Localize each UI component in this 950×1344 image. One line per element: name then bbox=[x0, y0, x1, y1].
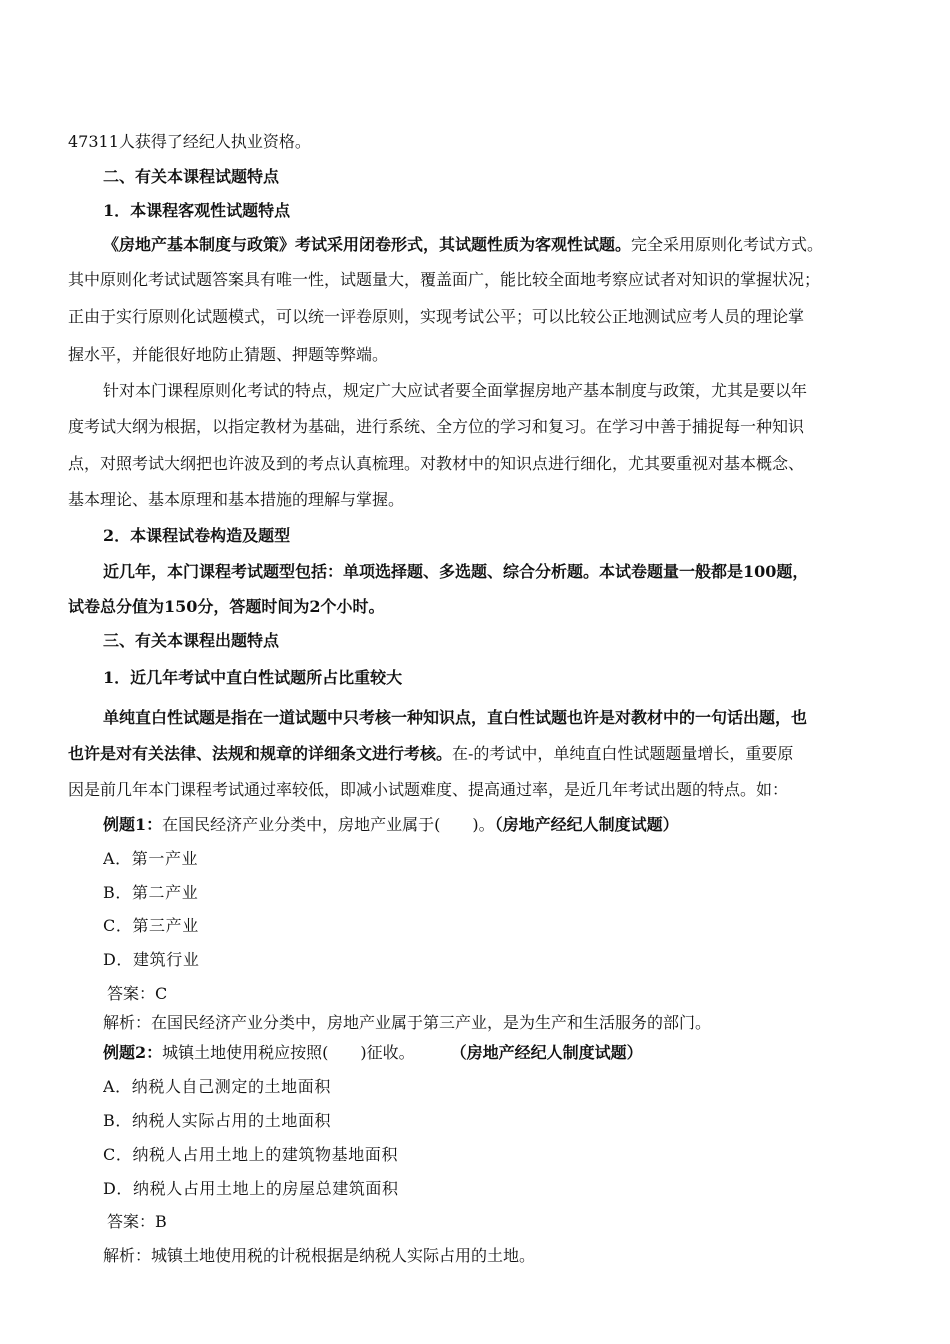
paragraph-line: 其中原则化考试试题答案具有唯一性，试题量大，覆盖面广，能比较全面地考察应试者对知识的掌握状况； bbox=[68, 270, 821, 289]
answer-option: A．纳税人自己测定的土地面积 bbox=[103, 1077, 331, 1096]
subsection-heading: 1．近几年考试中直白性试题所占比重较大 bbox=[103, 668, 403, 687]
answer-option: D．建筑行业 bbox=[103, 950, 200, 969]
paragraph-line: 正由于实行原则化试题模式，可以统一评卷原则，实现考试公平；可以比较公正地测试应考人员的理论掌 bbox=[68, 307, 805, 326]
paragraph-line: 基本理论、基本原理和基本措施的理解与掌握。 bbox=[68, 490, 405, 509]
paragraph-line bbox=[103, 234, 888, 256]
answer-option: C．第三产业 bbox=[103, 916, 199, 935]
paragraph-line: 单纯直白性试题是指在一道试题中只考核一种知识点，直白性试题也许是对教材中的一句话出题，也 bbox=[103, 708, 808, 727]
answer-option: C．纳税人占用土地上的建筑物基地面积 bbox=[103, 1145, 399, 1164]
question-label: 例题1： bbox=[103, 815, 163, 834]
answer-text: 答案：C bbox=[107, 984, 168, 1003]
subsection-heading: 2．本课程试卷构造及题型 bbox=[103, 526, 291, 545]
question-text: 在国民经济产业分类中，房地产业属于( )。 bbox=[162, 815, 495, 834]
bold-text: 《房地产基本制度与政策》考试采用闭卷形式，其试题性质为客观性试题。 bbox=[103, 235, 632, 254]
answer-option: B．纳税人实际占用的土地面积 bbox=[103, 1111, 332, 1130]
subsection-heading: 1．本课程客观性试题特点 bbox=[103, 201, 291, 220]
paragraph-line: 度考试大纲为根据，以指定教材为基础，进行系统、全方位的学习和复习。在学习中善于捕捉每一种知识 bbox=[68, 417, 805, 436]
paragraph-line bbox=[68, 743, 888, 765]
answer-text: 答案：B bbox=[107, 1212, 167, 1231]
paragraph-line: 近几年，本门课程考试题型包括：单项选择题、多选题、综合分析题。本试卷题量一般都是100题， bbox=[103, 562, 809, 581]
section-heading: 三、有关本课程出题特点 bbox=[103, 631, 280, 650]
paragraph-line: 试卷总分值为150分，答题时间为2个小时。 bbox=[68, 597, 385, 616]
plain-text: 完全采用原则化考试方式。 bbox=[631, 235, 824, 254]
answer-option: A．第一产业 bbox=[103, 849, 199, 868]
paragraph-line: 47311人获得了经纪人执业资格。 bbox=[68, 132, 311, 151]
question-source: （房地产经纪人制度试题） bbox=[494, 815, 679, 834]
paragraph-line: 因是前几年本门课程考试通过率较低，即减小试题难度、提高通过率，是近几年考试出题的特点。如： bbox=[68, 780, 789, 799]
example-question-2 bbox=[103, 1042, 803, 1064]
question-source: （房地产经纪人制度试题） bbox=[450, 1043, 643, 1062]
answer-option: D．纳税人占用土地上的房屋总建筑面积 bbox=[103, 1179, 399, 1198]
paragraph-line: 针对本门课程原则化考试的特点，规定广大应试者要全面掌握房地产基本制度与政策，尤其是要以年 bbox=[103, 381, 808, 400]
paragraph-line: 点，对照考试大纲把也许波及到的考点认真梳理。对教材中的知识点进行细化，尤其要重视对基本概念、 bbox=[68, 454, 805, 473]
paragraph-line: 握水平，并能很好地防止猜题、押题等弊端。 bbox=[68, 345, 389, 364]
example-question-1 bbox=[103, 814, 803, 836]
section-heading: 二、有关本课程试题特点 bbox=[103, 167, 280, 186]
plain-text: 在-的考试中，单纯直白性试题题量增长，重要原 bbox=[452, 744, 794, 763]
answer-option: B．第二产业 bbox=[103, 883, 199, 902]
analysis-text: 解析：在国民经济产业分类中，房地产业属于第三产业，是为生产和生活服务的部门。 bbox=[103, 1013, 712, 1032]
analysis-text: 解析：城镇土地使用税的计税根据是纳税人实际占用的土地。 bbox=[103, 1246, 536, 1265]
question-text: 城镇土地使用税应按照( )征收。 bbox=[162, 1043, 415, 1062]
bold-text: 也许是对有关法律、法规和规章的详细条文进行考核。 bbox=[68, 744, 453, 763]
question-label: 例题2： bbox=[103, 1043, 163, 1062]
